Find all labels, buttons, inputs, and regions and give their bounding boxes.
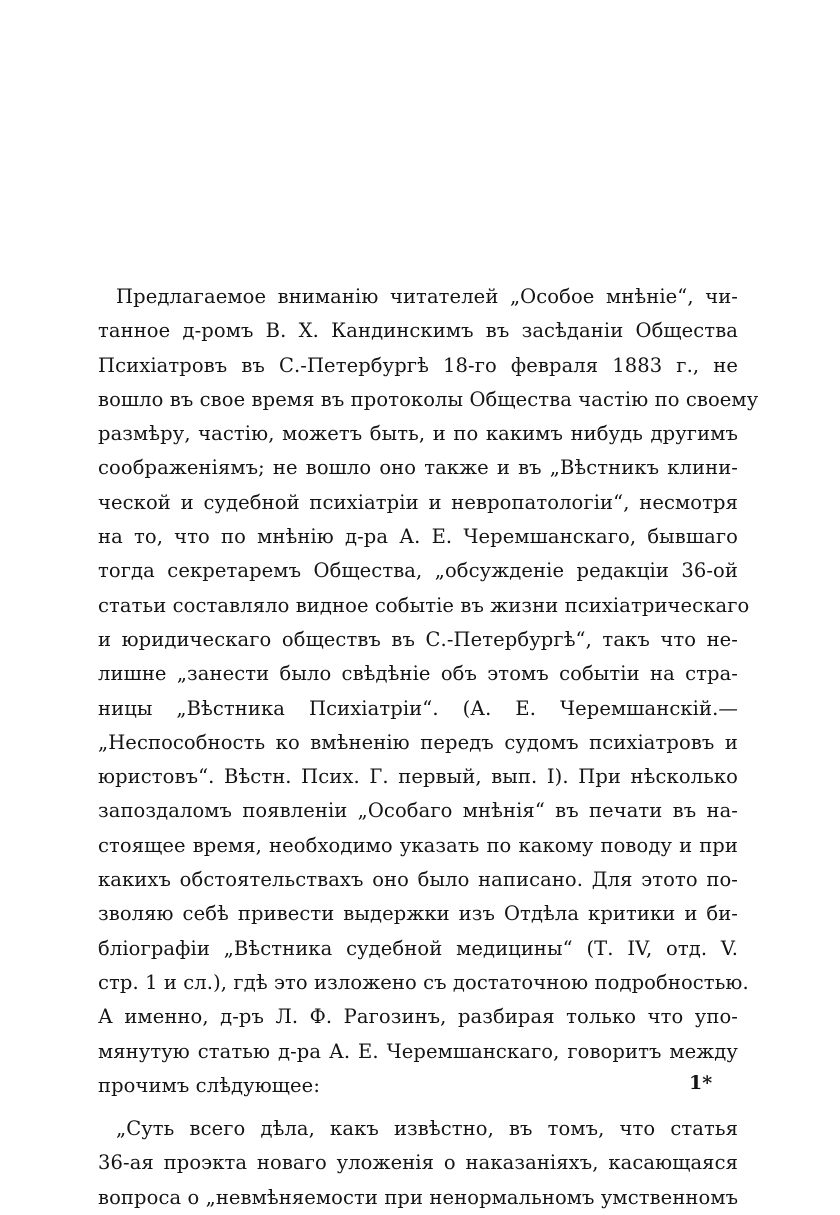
text-line: какихъ обстоятельствахъ оно было написано. Для этото по- — [98, 868, 738, 892]
text-line: ческой и судебной психіатріи и невропатологіи“, несмотря — [98, 490, 738, 514]
text-line: лишне „занести было свѣдѣніе объ этомъ событіи на стра- — [98, 662, 738, 686]
text-line: соображеніямъ; не вошло оно также и въ „Вѣстникъ клини- — [98, 456, 738, 480]
body-text — [98, 280, 759, 1215]
text-line: размѣру, частію, можетъ быть, и по какимъ нибудь другимъ — [98, 422, 738, 446]
text-line: прочимъ слѣдующее: — [98, 1073, 320, 1097]
text-line: А именно, д-ръ Л. Ф. Рагозинъ, разбирая только что упо- — [98, 1005, 738, 1029]
text-line: вошло въ свое время въ протоколы Общества частію по своему — [98, 387, 759, 411]
text-line: тогда секретаремъ Общества, „обсужденіе редакціи 36-ой — [98, 559, 738, 583]
text-line: танное д-ромъ В. Х. Кандинскимъ въ засѣданіи Общества — [98, 319, 738, 343]
text-line: ницы „Вѣстника Психіатріи“. (А. Е. Черемшанскій.— — [98, 696, 738, 720]
text-line: стр. 1 и сл.), гдѣ это изложено съ достаточною подробностью. — [98, 970, 749, 994]
paragraph-gap — [98, 1103, 738, 1112]
text-line: и юридическаго обществъ въ С.-Петербургѣ“, такъ что не- — [98, 627, 738, 651]
text-line: Предлагаемое вниманію читателей „Особое мнѣніе“, чи- — [116, 285, 738, 308]
text-line: юристовъ“. Вѣстн. Псих. Г. первый, вып. I). При нѣсколько — [98, 765, 738, 789]
paragraph-2 — [98, 1112, 738, 1215]
signature-mark: 1* — [689, 1072, 713, 1094]
text-line: стоящее время, необходимо указать по какому поводу и при — [98, 833, 738, 857]
text-line: мянутую статью д-ра А. Е. Черемшанскаго, говоритъ между — [98, 1039, 738, 1063]
text-line: на то, что по мнѣнію д-ра А. Е. Черемшанскаго, бывшаго — [98, 525, 738, 549]
text-line: запоздаломъ появленіи „Особаго мнѣнія“ въ печати въ на- — [98, 799, 738, 823]
text-line: „Неспособность ко вмѣненію передъ судомъ психіатровъ и — [98, 730, 738, 754]
paragraph-1 — [98, 280, 759, 1103]
text-line: вопроса о „невмѣняемости при ненормальномъ умственномъ — [98, 1185, 739, 1209]
text-line: зволяю себѣ привести выдержки изъ Отдѣла критики и би- — [98, 902, 738, 926]
text-line: 36-ая проэкта новаго уложенія о наказаніяхъ, касающаяся — [98, 1151, 738, 1175]
text-line: „Суть всего дѣла, какъ извѣстно, въ томъ, что статья — [116, 1117, 738, 1141]
text-line: статьи составляло видное событіе въ жизни психіатрическаго — [98, 593, 750, 617]
text-line: бліографіи „Вѣстника судебной медицины“ (Т. IV, отд. V. — [98, 936, 738, 960]
text-line: Психіатровъ въ С.-Петербургѣ 18-го февраля 1883 г., не — [98, 353, 738, 377]
